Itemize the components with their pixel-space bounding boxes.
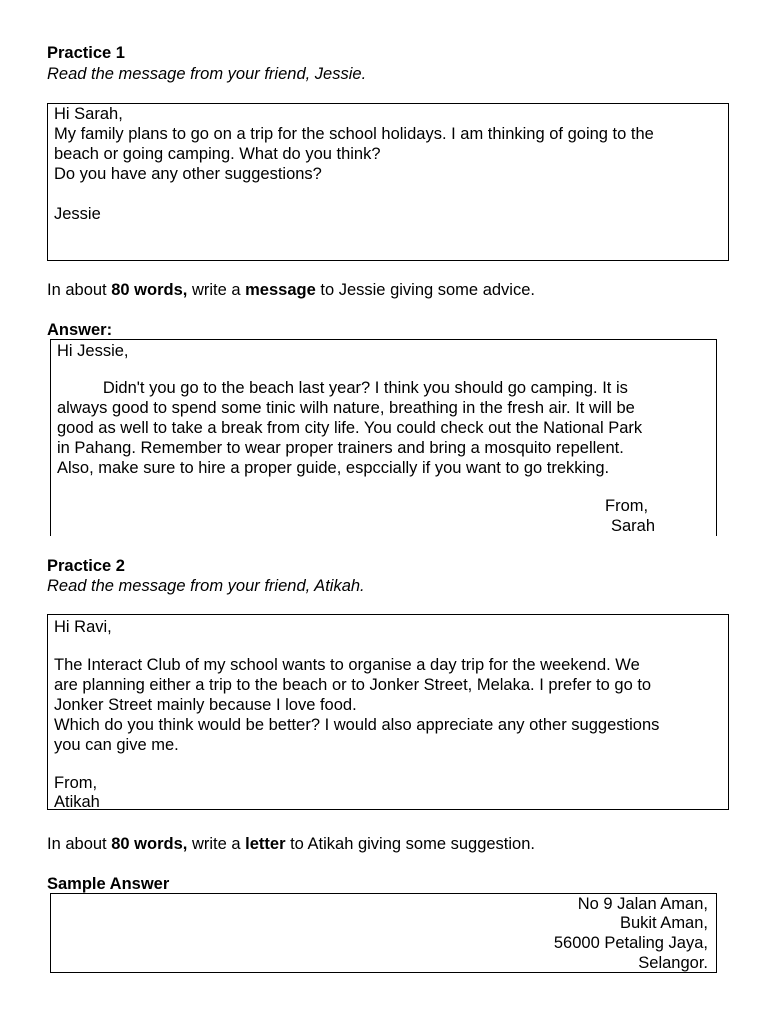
practice2-message-line: Which do you think would be better? I would also appreciate any other suggestions xyxy=(54,716,660,734)
practice2-task: In about 80 words, write a letter to Atikah giving some suggestion. xyxy=(47,835,535,853)
address-line: No 9 Jalan Aman, xyxy=(577,895,708,913)
practice1-message-box xyxy=(47,103,729,261)
practice2-heading: Practice 2 xyxy=(47,557,125,575)
practice2-message-line: you can give me. xyxy=(54,736,179,754)
practice1-signoff-name: Sarah xyxy=(611,517,656,535)
practice2-answer-box xyxy=(50,893,717,973)
address-line: Selangor. xyxy=(638,954,708,972)
practice1-instruction: Read the message from your friend, Jessie. xyxy=(47,65,367,83)
practice2-instruction: Read the message from your friend, Atikah. xyxy=(47,577,365,595)
practice1-message-line: My family plans to go on a trip for the school holidays. I am thinking of going to the xyxy=(54,125,654,143)
practice1-answer-box xyxy=(50,339,717,536)
practice2-answer-label: Sample Answer xyxy=(47,875,170,893)
practice1-answer-line: always good to spend some tinic wilh nature, breathing in the fresh air. It will be xyxy=(57,399,635,417)
practice2-message-line: Atikah xyxy=(54,793,100,811)
address-line: Bukit Aman, xyxy=(619,914,708,932)
practice2-message-box xyxy=(47,614,729,810)
address-line: 56000 Petaling Jaya, xyxy=(553,934,708,952)
practice2-message-line: Hi Ravi, xyxy=(54,618,112,636)
practice1-answer-line: Also, make sure to hire a proper guide, espccially if you want to go trekking. xyxy=(57,459,610,477)
practice1-signoff-from: From, xyxy=(605,497,649,515)
practice2-message-line: are planning either a trip to the beach or to Jonker Street, Melaka. I prefer to go to xyxy=(54,676,652,694)
practice1-heading: Practice 1 xyxy=(47,44,125,62)
practice1-answer-label: Answer: xyxy=(47,321,113,339)
practice1-answer-line: Hi Jessie, xyxy=(57,342,129,360)
practice2-message-line: The Interact Club of my school wants to organise a day trip for the weekend. We xyxy=(54,656,640,674)
practice1-task: In about 80 words, write a message to Jessie giving some advice. xyxy=(47,281,535,299)
practice1-answer-line: Didn't you go to the beach last year? I think you should go camping. It is xyxy=(57,379,628,397)
practice2-message-line: Jonker Street mainly because I love food. xyxy=(54,696,357,714)
practice2-message-line: From, xyxy=(54,774,98,792)
practice1-message-line: Do you have any other suggestions? xyxy=(54,165,322,183)
practice1-answer-line: in Pahang. Remember to wear proper trainers and bring a mosquito repellent. xyxy=(57,439,624,457)
practice1-message-line: Hi Sarah, xyxy=(54,105,123,123)
practice1-answer-line: good as well to take a break from city life. You could check out the National Park xyxy=(57,419,643,437)
practice1-message-signature: Jessie xyxy=(54,205,101,223)
practice1-message-line: beach or going camping. What do you think? xyxy=(54,145,381,163)
